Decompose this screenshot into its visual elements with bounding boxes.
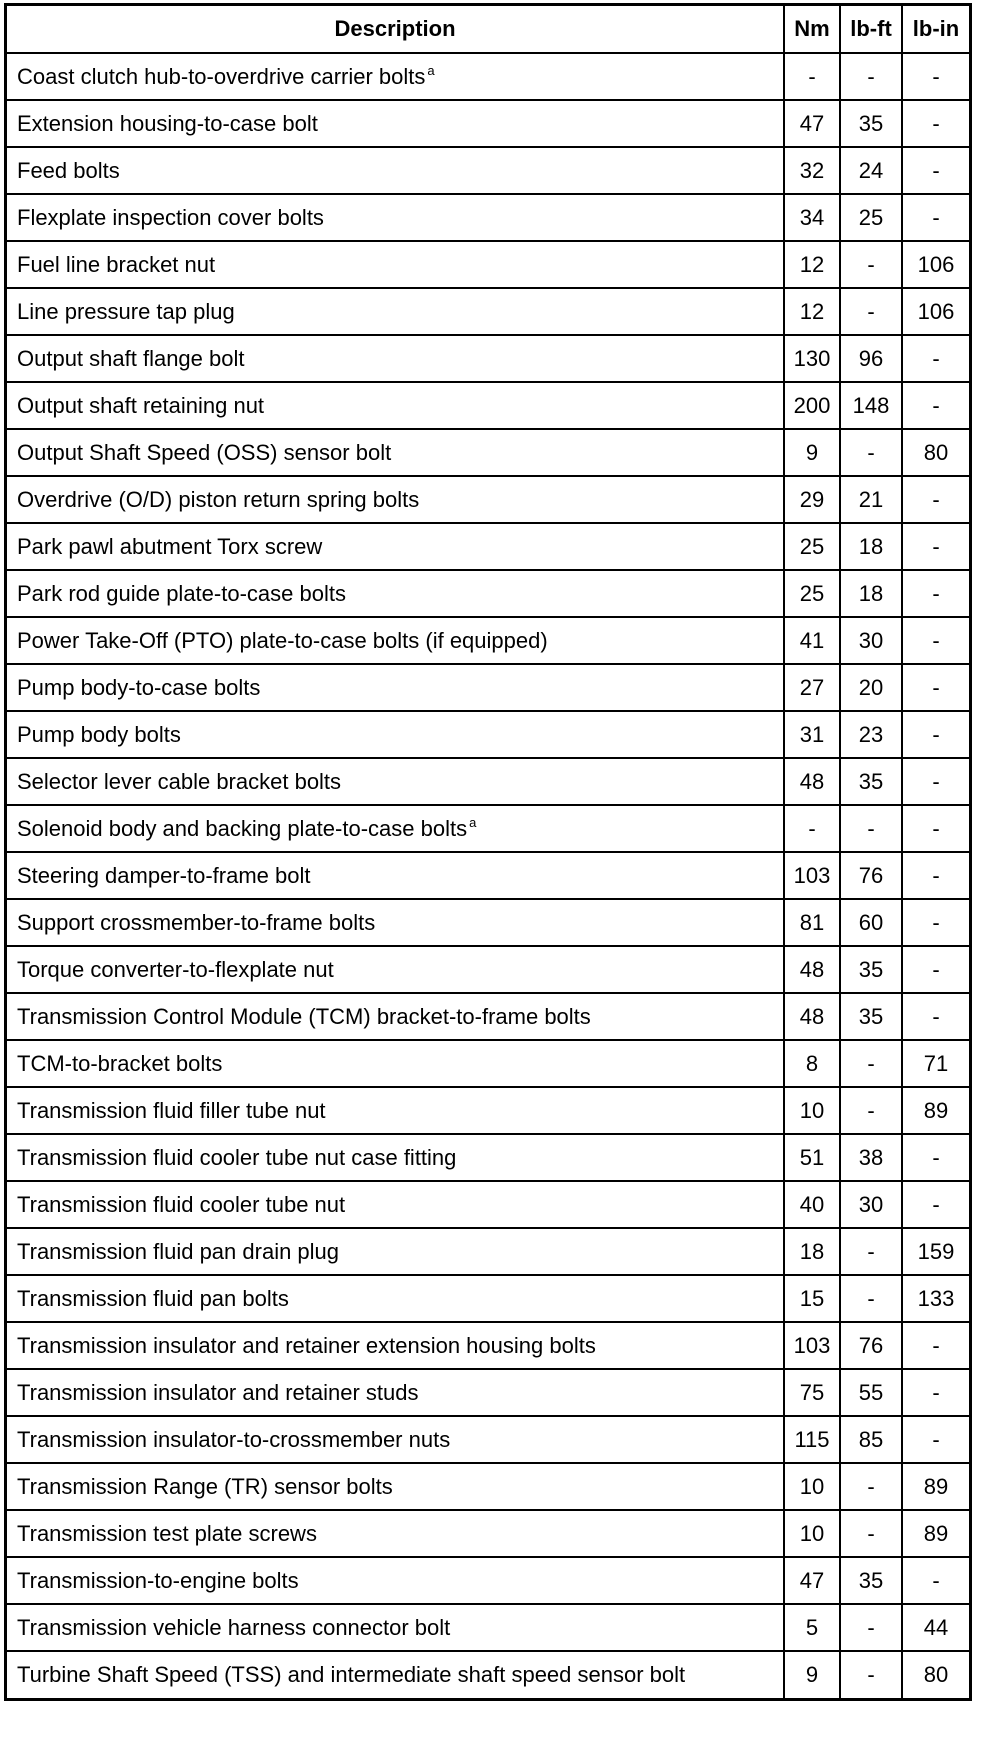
lbft-value-cell: 18	[840, 570, 902, 617]
table-row	[7, 523, 969, 570]
description-cell	[7, 570, 784, 617]
lbft-value-cell: 24	[840, 147, 902, 194]
description-text: Feed bolts	[17, 157, 120, 183]
header-lbft: lb-ft	[840, 6, 902, 53]
lbin-value-cell: -	[902, 1369, 969, 1416]
table-row	[7, 711, 969, 758]
description-text: Fuel line bracket nut	[17, 251, 216, 277]
nm-value-cell: 27	[784, 664, 840, 711]
description-text: Transmission test plate screws	[17, 1520, 317, 1546]
description-text: Power Take-Off (PTO) plate-to-case bolts (if equipped)	[17, 627, 548, 653]
lbin-value-cell: -	[902, 382, 969, 429]
description-text: Solenoid body and backing plate-to-case bolts	[17, 815, 468, 841]
lbft-value-cell: 18	[840, 523, 902, 570]
nm-value-cell: 47	[784, 1557, 840, 1604]
table-row	[7, 53, 969, 100]
lbin-value-cell: -	[902, 758, 969, 805]
nm-value-cell: 12	[784, 241, 840, 288]
lbft-value-cell: -	[840, 429, 902, 476]
nm-value-cell: 51	[784, 1134, 840, 1181]
lbft-value-cell: 35	[840, 993, 902, 1040]
nm-value-cell: 48	[784, 993, 840, 1040]
lbin-value-cell: -	[902, 1557, 969, 1604]
description-text: Selector lever cable bracket bolts	[17, 768, 342, 794]
nm-value-cell: 130	[784, 335, 840, 382]
header-description: Description	[7, 6, 784, 53]
lbft-value-cell: 23	[840, 711, 902, 758]
description-text: Turbine Shaft Speed (TSS) and intermediate shaft speed sensor bolt	[17, 1662, 686, 1687]
description-cell	[7, 241, 784, 288]
lbft-value-cell: 96	[840, 335, 902, 382]
description-cell	[7, 147, 784, 194]
lbin-value-cell: -	[902, 570, 969, 617]
lbft-value-cell: 85	[840, 1416, 902, 1463]
description-cell	[7, 1228, 784, 1275]
description-cell	[7, 1557, 784, 1604]
table-row	[7, 1557, 969, 1604]
lbft-value-cell: 35	[840, 946, 902, 993]
description-cell	[7, 1040, 784, 1087]
description-text: Transmission vehicle harness connector bolt	[17, 1614, 451, 1640]
description-text: Output shaft retaining nut	[17, 392, 265, 418]
table-row	[7, 476, 969, 523]
lbft-value-cell: 35	[840, 1557, 902, 1604]
lbin-value-cell: -	[902, 1181, 969, 1228]
lbft-value-cell: -	[840, 1463, 902, 1510]
lbin-value-cell: 80	[902, 1651, 969, 1698]
table-row	[7, 758, 969, 805]
table-row	[7, 1322, 969, 1369]
lbin-value-cell: -	[902, 805, 969, 852]
lbin-value-cell: 89	[902, 1510, 969, 1557]
nm-value-cell: 8	[784, 1040, 840, 1087]
description-text: Overdrive (O/D) piston return spring bolts	[17, 486, 420, 512]
lbin-value-cell: 159	[902, 1228, 969, 1275]
description-text: Transmission Range (TR) sensor bolts	[17, 1473, 393, 1499]
description-cell	[7, 758, 784, 805]
description-text: Park pawl abutment Torx screw	[17, 533, 323, 559]
table-row	[7, 194, 969, 241]
table-row	[7, 946, 969, 993]
table-row	[7, 1651, 969, 1698]
description-text: Transmission fluid pan bolts	[17, 1285, 289, 1311]
lbin-value-cell: -	[902, 711, 969, 758]
lbin-value-cell: -	[902, 664, 969, 711]
table-row	[7, 429, 969, 476]
lbin-value-cell: -	[902, 1416, 969, 1463]
lbft-value-cell: -	[840, 805, 902, 852]
lbin-value-cell: -	[902, 946, 969, 993]
description-text: Line pressure tap plug	[17, 298, 235, 324]
description-text: Transmission fluid pan drain plug	[17, 1238, 340, 1264]
header-lbin: lb-in	[902, 6, 969, 53]
table-row	[7, 570, 969, 617]
lbft-value-cell: 25	[840, 194, 902, 241]
table-row	[7, 382, 969, 429]
lbft-value-cell: 60	[840, 899, 902, 946]
description-text: Output shaft flange bolt	[17, 345, 245, 371]
table-row	[7, 1369, 969, 1416]
nm-value-cell: 103	[784, 852, 840, 899]
table-row	[7, 147, 969, 194]
description-cell	[7, 1087, 784, 1134]
description-text: Transmission-to-engine bolts	[17, 1567, 299, 1593]
lbin-value-cell: 106	[902, 241, 969, 288]
description-cell	[7, 335, 784, 382]
lbft-value-cell: -	[840, 1040, 902, 1087]
lbft-value-cell: 35	[840, 758, 902, 805]
description-cell	[7, 1651, 784, 1698]
nm-value-cell: 25	[784, 570, 840, 617]
nm-value-cell: 40	[784, 1181, 840, 1228]
description-cell	[7, 194, 784, 241]
lbft-value-cell: 20	[840, 664, 902, 711]
lbin-value-cell: 80	[902, 429, 969, 476]
description-text: Park rod guide plate-to-case bolts	[17, 580, 346, 606]
torque-spec-table-container	[4, 3, 972, 1701]
description-text: Pump body-to-case bolts	[17, 674, 261, 700]
lbft-value-cell: 35	[840, 100, 902, 147]
nm-value-cell: -	[784, 805, 840, 852]
nm-value-cell: 47	[784, 100, 840, 147]
lbft-value-cell: 76	[840, 852, 902, 899]
lbft-value-cell: -	[840, 1275, 902, 1322]
description-text: Transmission insulator-to-crossmember nuts	[17, 1426, 451, 1452]
nm-value-cell: 31	[784, 711, 840, 758]
nm-value-cell: 9	[784, 429, 840, 476]
nm-value-cell: -	[784, 53, 840, 100]
lbft-value-cell: 21	[840, 476, 902, 523]
table-row	[7, 288, 969, 335]
lbin-value-cell: -	[902, 194, 969, 241]
lbft-value-cell: 30	[840, 1181, 902, 1228]
description-cell	[7, 382, 784, 429]
nm-value-cell: 9	[784, 1651, 840, 1698]
description-cell	[7, 1181, 784, 1228]
description-text: Coast clutch hub-to-overdrive carrier bolts	[17, 63, 426, 89]
nm-value-cell: 48	[784, 758, 840, 805]
nm-value-cell: 10	[784, 1087, 840, 1134]
table-row	[7, 805, 969, 852]
lbft-value-cell: 38	[840, 1134, 902, 1181]
description-cell	[7, 899, 784, 946]
lbft-value-cell: 76	[840, 1322, 902, 1369]
lbin-value-cell: -	[902, 335, 969, 382]
table-row	[7, 1040, 969, 1087]
description-cell	[7, 1416, 784, 1463]
description-cell	[7, 617, 784, 664]
description-cell	[7, 1275, 784, 1322]
footnote-marker: a	[469, 814, 477, 830]
lbin-value-cell: 89	[902, 1087, 969, 1134]
nm-value-cell: 5	[784, 1604, 840, 1651]
table-row	[7, 1087, 969, 1134]
description-text: Output Shaft Speed (OSS) sensor bolt	[17, 439, 392, 465]
table-row	[7, 1604, 969, 1651]
table-row	[7, 335, 969, 382]
nm-value-cell: 15	[784, 1275, 840, 1322]
description-cell	[7, 100, 784, 147]
description-text: Transmission fluid filler tube nut	[17, 1097, 326, 1123]
description-cell	[7, 523, 784, 570]
description-cell	[7, 1322, 784, 1369]
description-cell	[7, 946, 784, 993]
description-text: Transmission insulator and retainer extension housing bolts	[17, 1332, 596, 1358]
description-text: Extension housing-to-case bolt	[17, 110, 318, 136]
description-cell	[7, 1134, 784, 1181]
lbin-value-cell: 106	[902, 288, 969, 335]
lbin-value-cell: -	[902, 899, 969, 946]
description-cell	[7, 476, 784, 523]
footnote-marker: a	[427, 62, 435, 78]
lbin-value-cell: -	[902, 476, 969, 523]
nm-value-cell: 34	[784, 194, 840, 241]
table-row	[7, 100, 969, 147]
description-text: TCM-to-bracket bolts	[17, 1050, 223, 1076]
description-cell	[7, 664, 784, 711]
description-text: Transmission fluid cooler tube nut case fitting	[17, 1144, 457, 1170]
nm-value-cell: 75	[784, 1369, 840, 1416]
nm-value-cell: 48	[784, 946, 840, 993]
nm-value-cell: 115	[784, 1416, 840, 1463]
nm-value-cell: 18	[784, 1228, 840, 1275]
nm-value-cell: 32	[784, 147, 840, 194]
lbft-value-cell: -	[840, 53, 902, 100]
table-body	[7, 53, 969, 1698]
nm-value-cell: 103	[784, 1322, 840, 1369]
description-cell	[7, 711, 784, 758]
lbin-value-cell: -	[902, 523, 969, 570]
lbft-value-cell: 30	[840, 617, 902, 664]
lbft-value-cell: -	[840, 1087, 902, 1134]
lbin-value-cell: -	[902, 617, 969, 664]
table-row	[7, 1134, 969, 1181]
nm-value-cell: 12	[784, 288, 840, 335]
header-row	[7, 6, 969, 53]
description-text: Support crossmember-to-frame bolts	[17, 909, 376, 935]
table-row	[7, 1510, 969, 1557]
nm-value-cell: 81	[784, 899, 840, 946]
description-cell	[7, 1510, 784, 1557]
table-row	[7, 852, 969, 899]
lbin-value-cell: -	[902, 100, 969, 147]
description-text: Steering damper-to-frame bolt	[17, 862, 311, 888]
description-text: Transmission fluid cooler tube nut	[17, 1191, 346, 1217]
lbin-value-cell: 71	[902, 1040, 969, 1087]
nm-value-cell: 41	[784, 617, 840, 664]
description-cell	[7, 1604, 784, 1651]
lbin-value-cell: -	[902, 852, 969, 899]
description-cell	[7, 852, 784, 899]
lbft-value-cell: -	[840, 288, 902, 335]
table-row	[7, 664, 969, 711]
lbft-value-cell: 55	[840, 1369, 902, 1416]
table-row	[7, 241, 969, 288]
lbft-value-cell: -	[840, 1651, 902, 1698]
description-cell	[7, 1369, 784, 1416]
torque-spec-table	[7, 6, 969, 1698]
description-cell	[7, 1463, 784, 1510]
lbin-value-cell: 133	[902, 1275, 969, 1322]
description-cell	[7, 805, 784, 852]
nm-value-cell: 25	[784, 523, 840, 570]
description-cell	[7, 53, 784, 100]
description-text: Transmission insulator and retainer studs	[17, 1379, 419, 1405]
table-row	[7, 1463, 969, 1510]
lbin-value-cell: 44	[902, 1604, 969, 1651]
header-nm: Nm	[784, 6, 840, 53]
table-row	[7, 617, 969, 664]
lbft-value-cell: -	[840, 1604, 902, 1651]
table-row	[7, 899, 969, 946]
description-cell	[7, 429, 784, 476]
lbin-value-cell: -	[902, 1322, 969, 1369]
description-cell	[7, 993, 784, 1040]
table-row	[7, 993, 969, 1040]
lbin-value-cell: -	[902, 993, 969, 1040]
lbft-value-cell: 148	[840, 382, 902, 429]
lbft-value-cell: -	[840, 1510, 902, 1557]
lbft-value-cell: -	[840, 1228, 902, 1275]
nm-value-cell: 10	[784, 1510, 840, 1557]
description-text: Transmission Control Module (TCM) bracket-to-frame bolts	[17, 1003, 591, 1029]
lbin-value-cell: 89	[902, 1463, 969, 1510]
nm-value-cell: 29	[784, 476, 840, 523]
description-text: Flexplate inspection cover bolts	[17, 204, 324, 230]
description-text: Pump body bolts	[17, 721, 181, 747]
nm-value-cell: 10	[784, 1463, 840, 1510]
lbft-value-cell: -	[840, 241, 902, 288]
table-row	[7, 1228, 969, 1275]
description-cell	[7, 288, 784, 335]
lbin-value-cell: -	[902, 147, 969, 194]
table-row	[7, 1181, 969, 1228]
lbin-value-cell: -	[902, 53, 969, 100]
nm-value-cell: 200	[784, 382, 840, 429]
lbin-value-cell: -	[902, 1134, 969, 1181]
table-row	[7, 1416, 969, 1463]
table-row	[7, 1275, 969, 1322]
description-text: Torque converter-to-flexplate nut	[17, 956, 334, 982]
